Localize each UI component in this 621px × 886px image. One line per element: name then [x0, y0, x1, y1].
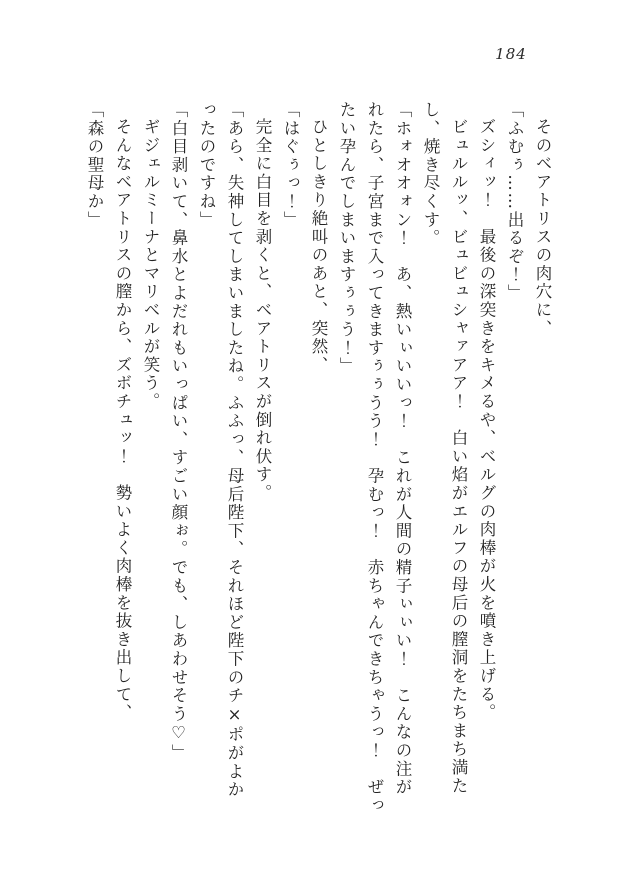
- text-line: 「ホォオオォン！ あ、熱いぃいいっ！ これが人間の精子ぃぃい！ こんなの注が: [393, 101, 412, 797]
- text-line: 「ふむぅ……出るぞ！」: [505, 101, 524, 303]
- text-line: たい孕んでしまいますぅぅう！」: [337, 101, 356, 376]
- text-line: 「白目剥いて、鼻水とよだれもいっぱい、すごい顔ぉ。でも、しあわせそう♡」: [169, 101, 188, 763]
- text-line: 「あら、失神してしまいましたね。ふふっ、母后陛下、それほど陛下のチ×ポがよか: [225, 101, 244, 799]
- text-line: ズシィッ！ 最後の深突きをキメるや、ベルグの肉棒が火を噴き上げる。: [477, 117, 496, 722]
- page-number: 184: [495, 45, 527, 63]
- text-line: ひとしきり絶叫のあと、突然、: [309, 117, 328, 374]
- text-line: ったのですね」: [197, 101, 216, 230]
- text-line: そんなベアトリスの膣から、ズボチュッ！ 勢いよく肉棒を抜き出して、: [113, 117, 132, 722]
- text-line: し、焼き尽くす。: [421, 101, 440, 248]
- text-line: ギジェルミーナとマリベルが笑う。: [141, 117, 160, 411]
- text-line: ビュルルッ、ビュビュシャァアア！ 白い焰がエルフの母后の膣洞をたちまち満た: [449, 117, 468, 795]
- text-line: 「はぐぅっ！」: [281, 101, 300, 230]
- page-text-body: [80, 101, 556, 821]
- text-line: 「森の聖母か」: [85, 101, 104, 230]
- text-line: 完全に白目を剥くと、ベアトリスが倒れ伏す。: [253, 117, 272, 502]
- text-line: そのベアトリスの肉穴に、: [533, 117, 552, 338]
- text-line: れたら、子宮まで入ってきますぅぅうう！ 孕むっ！ 赤ちゃんできちゃうっ！ ぜっ: [365, 101, 384, 815]
